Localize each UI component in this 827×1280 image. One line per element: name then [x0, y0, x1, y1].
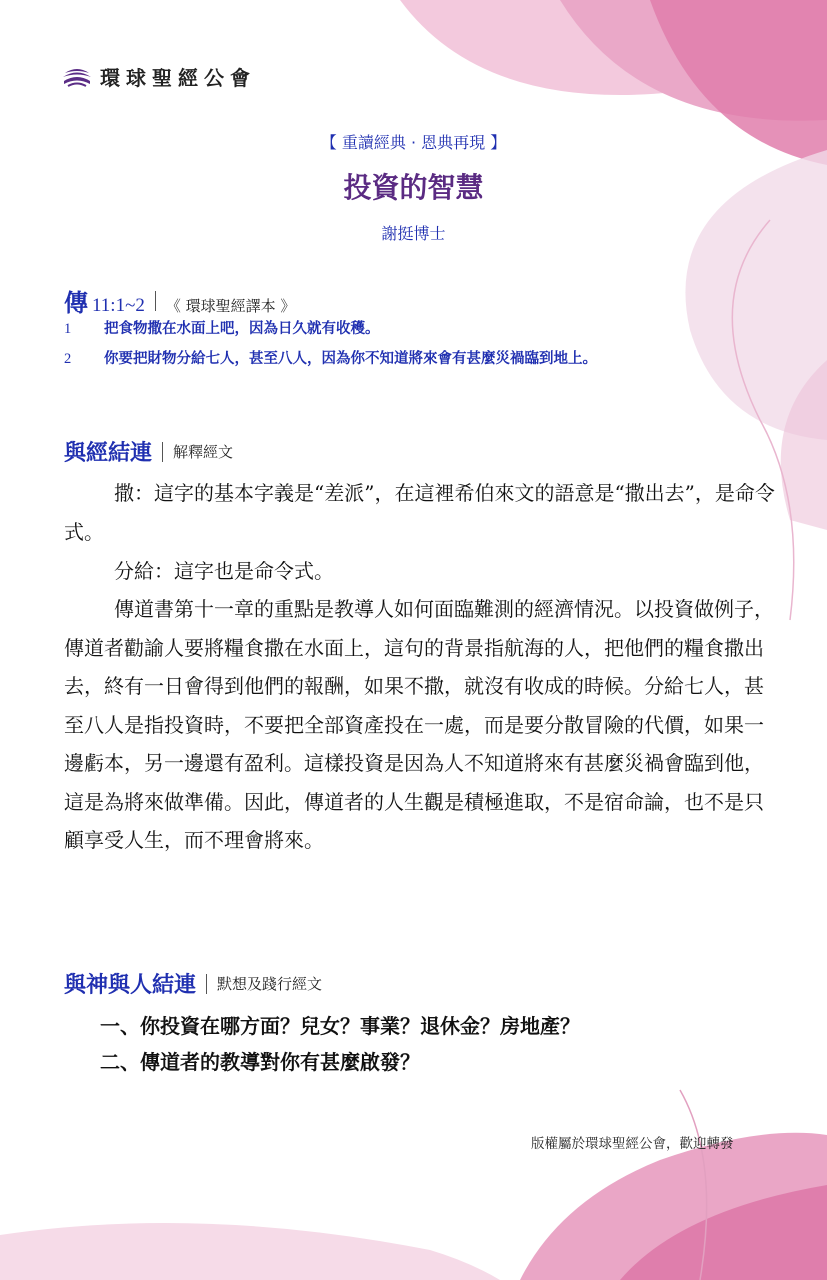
page-title: 投資的智慧: [343, 171, 484, 204]
copyright-notice: 版權屬於環球聖經公會，歡迎轉發: [531, 1136, 734, 1152]
reflection-question: 一、你投資在哪方面？兒女？事業？退休金？房地產？: [100, 1014, 580, 1038]
author-name: 謝挺博士: [381, 224, 446, 243]
divider: [206, 974, 207, 994]
paragraph: 撒：這字的基本字義是“差派”，在這裡希伯來文的語意是“撒出去”，是命令式。: [64, 481, 775, 544]
divider: [162, 442, 163, 462]
scripture-chapter-verse: 11:1~2: [92, 295, 145, 316]
verse-number: 1: [64, 321, 72, 337]
verse-item: [64, 346, 774, 372]
section-title: 與神與人結連: [64, 972, 197, 998]
bottom-blob-light: [0, 1223, 500, 1280]
bible-society-logo-icon: [62, 63, 92, 89]
section-heading: [64, 436, 233, 467]
section-subtitle: 解釋經文: [173, 443, 234, 461]
section-subtitle: 默想及踐行經文: [217, 975, 323, 993]
paragraph: 傳道書第十一章的重點是教導人如何面臨難測的經濟情況。以投資做例子，傳道者勸諭人要將糧食撒在水面上，這句的背景指航海的人，把他們的糧食撒出去，終有一日會得到他們的報酬，如果不撒，就沒有收成的時候。分給七人，甚至八人是指投資時，不要把全部資產投在一處，而是要分散冒險的代價，如果一邊虧本，另一邊還有盈利。這樣投資是因為人不知道將來有甚麼災禍會臨到他，這是為將來做準備。因此，傳道者的人生觀是積極進取，不是宿命論，也不是只顧享受人生，而不理會將來。: [64, 597, 774, 852]
verse-text: 你要把財物分給七人，甚至八人，因為你不知道將來會有甚麼災禍臨到地上。: [104, 350, 597, 367]
paragraph: 分給：這字也是命令式。: [114, 559, 334, 583]
scripture-reference: [64, 283, 295, 318]
org-name: 環球聖經公會: [100, 65, 256, 90]
verse-text: 把食物撒在水面上吧，因為日久就有收穫。: [104, 320, 380, 337]
divider: [155, 291, 156, 311]
scripture-book: 傳: [64, 288, 88, 317]
section-heading: [64, 968, 322, 999]
reflection-question: 二、傳道者的教導對你有甚麼啟發？: [100, 1050, 420, 1074]
verse-item: [64, 316, 774, 342]
scripture-version: 《 環球聖經譯本 》: [165, 297, 296, 315]
verse-number: 2: [64, 351, 72, 367]
section-title: 與經結連: [64, 440, 153, 466]
series-label: 【 重讀經典 · 恩典再現 】: [320, 133, 507, 152]
org-logo: [62, 60, 256, 92]
